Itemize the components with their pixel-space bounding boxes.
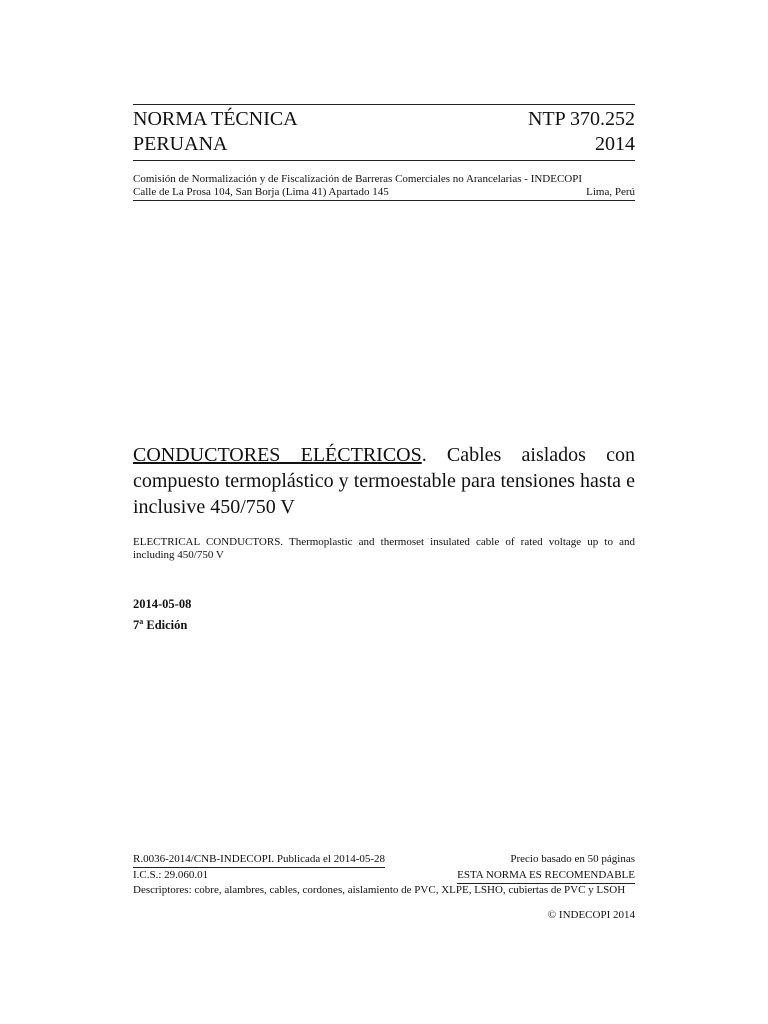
resolution-text: R.0036-2014/CNB-INDECOPI. Publicada el 2014-05-28 [133, 853, 385, 868]
title-lead: CONDUCTORES ELÉCTRICOS [133, 444, 422, 466]
header-top-rule [133, 104, 635, 105]
ics-text: I.C.S.: 29.060.01 [133, 869, 209, 881]
standard-code: NTP 370.252 [527, 108, 635, 130]
price-text: Precio basado en 50 páginas [510, 853, 635, 865]
status-text: ESTA NORMA ES RECOMENDABLE [457, 869, 635, 884]
edition-block [133, 596, 635, 634]
footer-block [133, 853, 635, 922]
standard-year: 2014 [595, 133, 635, 155]
commission-name: Comisión de Normalización y de Fiscalización de Barreras Comerciales no Arancelarias - INDECOPI [133, 173, 583, 185]
title-rest: . Cables aislados con compuesto termoplástico y termoestable para tensiones hasta e inclusive 450/750 V [133, 444, 636, 518]
english-title: ELECTRICAL CONDUCTORS. Thermoplastic and thermoset insulated cable of rated voltage up to and including 450/750 V [133, 536, 635, 561]
edition-ordinal: a [139, 617, 144, 626]
copyright-text: © INDECOPI 2014 [547, 909, 635, 921]
norma-tecnica-label: NORMA TÉCNICA [133, 108, 298, 130]
edition-number: 7 [133, 618, 140, 633]
commission-block [133, 173, 635, 199]
peruana-label: PERUANA [133, 133, 228, 155]
document-title [133, 442, 635, 520]
header-bottom-rule [133, 160, 635, 161]
commission-address: Calle de La Prosa 104, San Borja (Lima 41) Apartado 145 [133, 186, 389, 198]
descriptors-text: Descriptores: cobre, alambres, cables, cordones, aislamiento de PVC, XLPE, LSHO, cubiertas de PVC y LSOH [133, 884, 626, 896]
commission-bottom-rule [133, 200, 635, 201]
edition-word: Edición [143, 618, 188, 633]
commission-city: Lima, Perú [586, 186, 635, 198]
edition-date: 2014-05-08 [133, 597, 192, 611]
standard-header [133, 107, 635, 157]
edition-label [133, 613, 635, 634]
